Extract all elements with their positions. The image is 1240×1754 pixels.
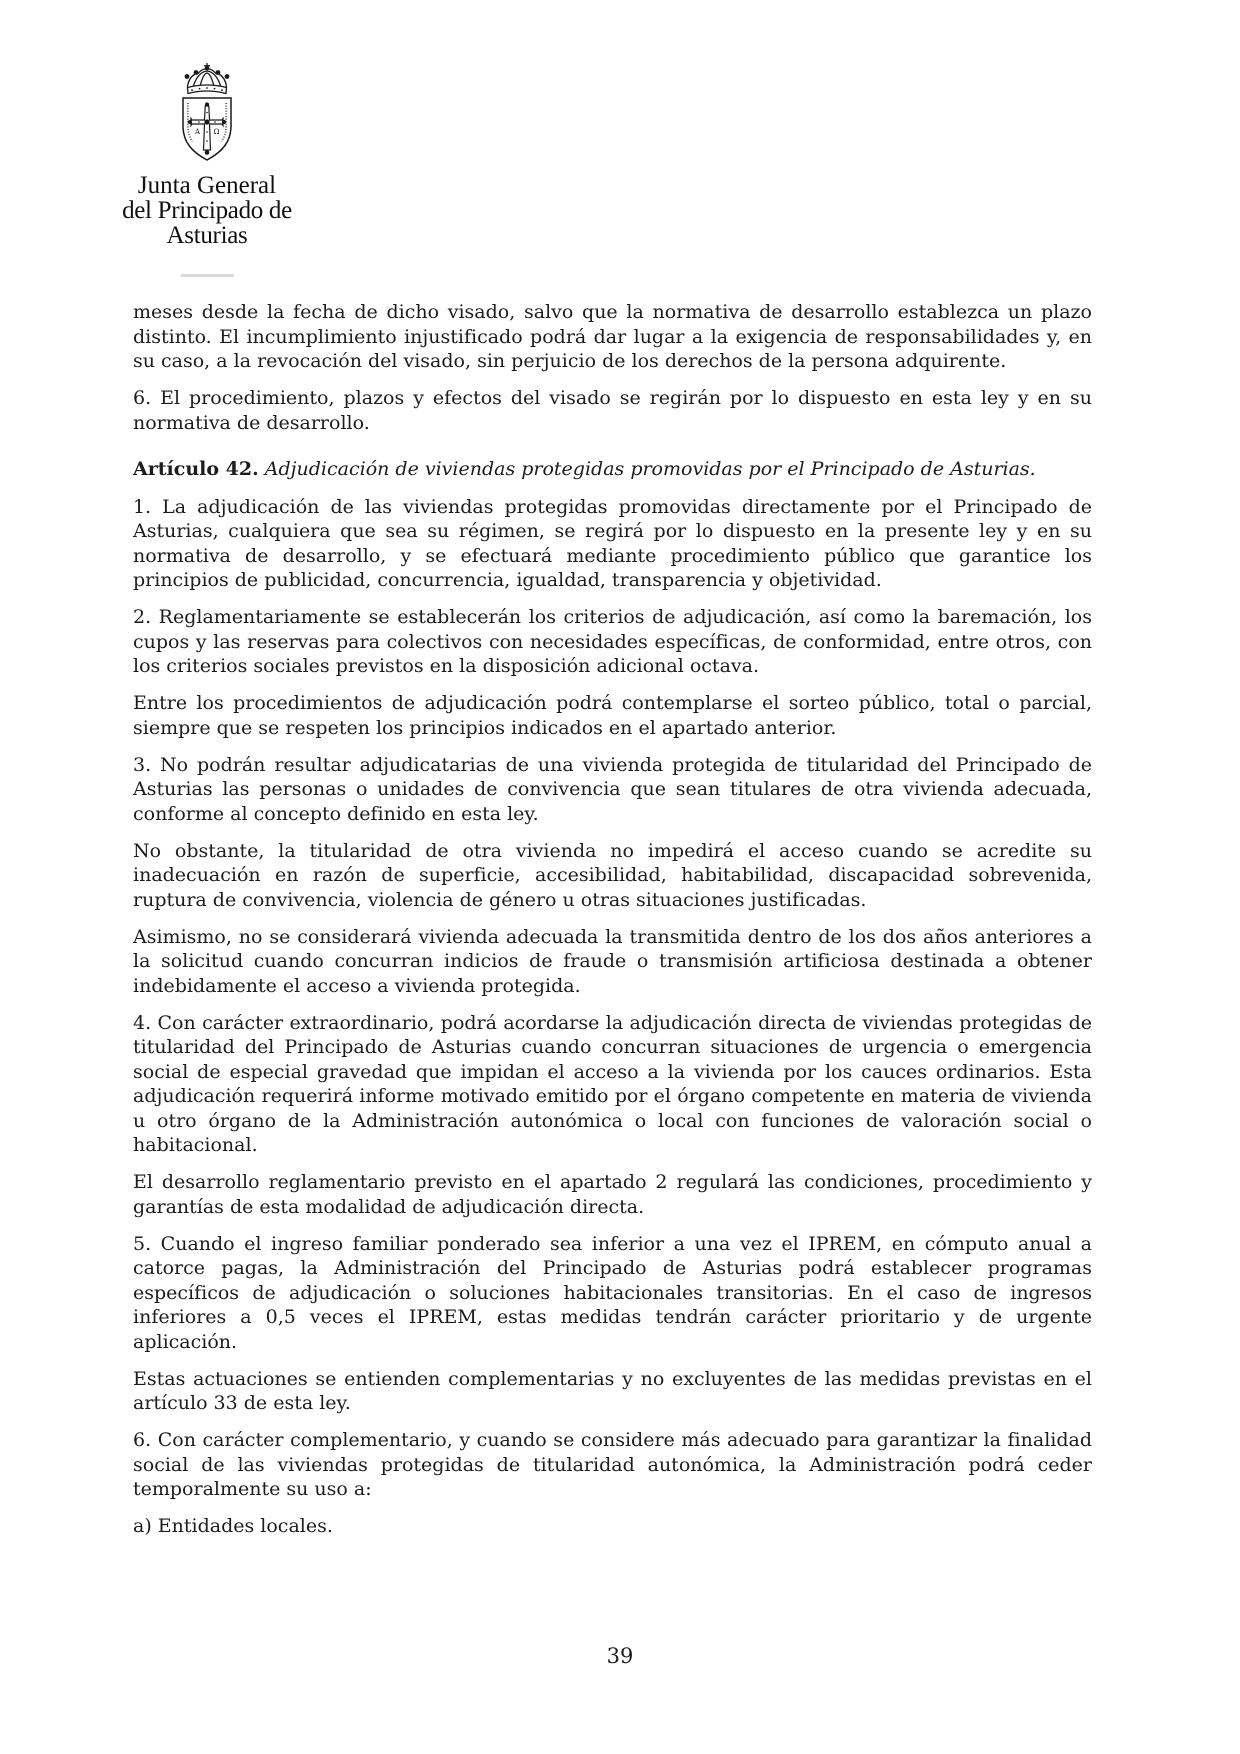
svg-text:Α: Α bbox=[194, 128, 201, 136]
paragraph: 2. Reglamentariamente se establecerán los criterios de adjudicación, así como la baremación, los cupos y las reservas para colectivos con necesidades específicas, de conformidad, entre otros, con los criterios sociales previstos en la disposición adicional octava. bbox=[133, 606, 1092, 677]
article-number: Artículo 42. bbox=[133, 458, 259, 480]
page-number: 39 bbox=[606, 1644, 634, 1668]
organization-name bbox=[82, 174, 332, 248]
org-name-line1: Junta General bbox=[137, 172, 277, 199]
org-name-line2: del Principado de Asturias bbox=[122, 197, 292, 249]
svg-text:Ω: Ω bbox=[213, 128, 220, 136]
paragraph: 6. Con carácter complementario, y cuando se considere más adecuado para garantizar la finalidad social de las viviendas protegidas de titularidad autonómica, la Administración podrá ceder temporalmente su uso a: bbox=[133, 1429, 1092, 1500]
paragraph: Estas actuaciones se entienden complementarias y no excluyentes de las medidas previstas en el artículo 33 de esta ley. bbox=[133, 1367, 1092, 1414]
document-body bbox=[133, 300, 1092, 1551]
paragraph: El desarrollo reglamentario previsto en el apartado 2 regulará las condiciones, procedimiento y garantías de esta modalidad de adjudicación directa. bbox=[133, 1171, 1092, 1218]
paragraph: 6. El procedimiento, plazos y efectos del visado se regirán por lo dispuesto en esta ley y en su normativa de desarrollo. bbox=[133, 387, 1092, 434]
article-heading bbox=[133, 457, 1092, 482]
paragraph: 5. Cuando el ingreso familiar ponderado sea inferior a una vez el IPREM, en cómputo anual a catorce pagas, la Administración del Principado de Asturias podrá establecer programas específicos de adjudicación o soluciones habitacionales transitorias. En el caso de ingresos inferiores a 0,5 veces el IPREM, estas medidas tendrán carácter prioritario y de urgente aplicación. bbox=[133, 1232, 1092, 1353]
paragraph: 1. La adjudicación de las viviendas protegidas promovidas directamente por el Principado de Asturias, cualquiera que sea su régimen, se regirá por lo dispuesto en la presente ley y en su normativa de desarrollo, y se efectuará mediante procedimiento público que garantice los principios de publicidad, concurrencia, igualdad, transparencia y objetividad. bbox=[133, 495, 1092, 591]
paragraph: No obstante, la titularidad de otra vivienda no impedirá el acceso cuando se acredite su inadecuación en razón de superficie, accesibilidad, habitabilidad, discapacidad sobrevenida, ruptura de convivencia, violencia de género u otras situaciones justificadas. bbox=[133, 839, 1092, 911]
paragraph: Entre los procedimientos de adjudicación podrá contemplarse el sorteo público, total o parcial, siempre que se respeten los principios indicados en el apartado anterior. bbox=[133, 692, 1092, 739]
page-footer bbox=[0, 1644, 1240, 1668]
header-divider bbox=[181, 274, 234, 277]
paragraph: 3. No podrán resultar adjudicatarias de una vivienda protegida de titularidad del Principado de Asturias las personas o unidades de convivencia que sean titulares de otra vivienda adecuada, conforme al concepto definido en esta ley. bbox=[133, 753, 1092, 825]
paragraph: Asimismo, no se considerará vivienda adecuada la transmitida dentro de los dos años anteriores a la solicitud cuando concurran indicios de fraude o transmisión artificiosa destinada a obtener indebidamente el acceso a vivienda protegida. bbox=[133, 925, 1092, 997]
paragraph: meses desde la fecha de dicho visado, salvo que la normativa de desarrollo establezca un plazo distinto. El incumplimiento injustificado podrá dar lugar a la exigencia de responsabilidades y, en su caso, a la revocación del visado, sin perjuicio de los derechos de la persona adquirente. bbox=[133, 301, 1092, 372]
article-title: Adjudicación de viviendas protegidas promovidas por el Principado de Asturias. bbox=[264, 458, 1036, 480]
paragraph: 4. Con carácter extraordinario, podrá acordarse la adjudicación directa de viviendas protegidas de titularidad del Principado de Asturias cuando concurran situaciones de urgencia o emergencia social de especial gravedad que impidan el acceso a la vivienda por los cauces ordinarios. Esta adjudicación requerirá informe motivado emitido por el órgano competente en materia de vivienda u otro órgano de la Administración autonómica o local con funciones de valoración social o habitacional. bbox=[133, 1011, 1092, 1156]
asturias-coat-of-arms-icon bbox=[178, 62, 236, 164]
letterhead bbox=[82, 62, 332, 277]
paragraph: a) Entidades locales. bbox=[133, 1515, 333, 1537]
